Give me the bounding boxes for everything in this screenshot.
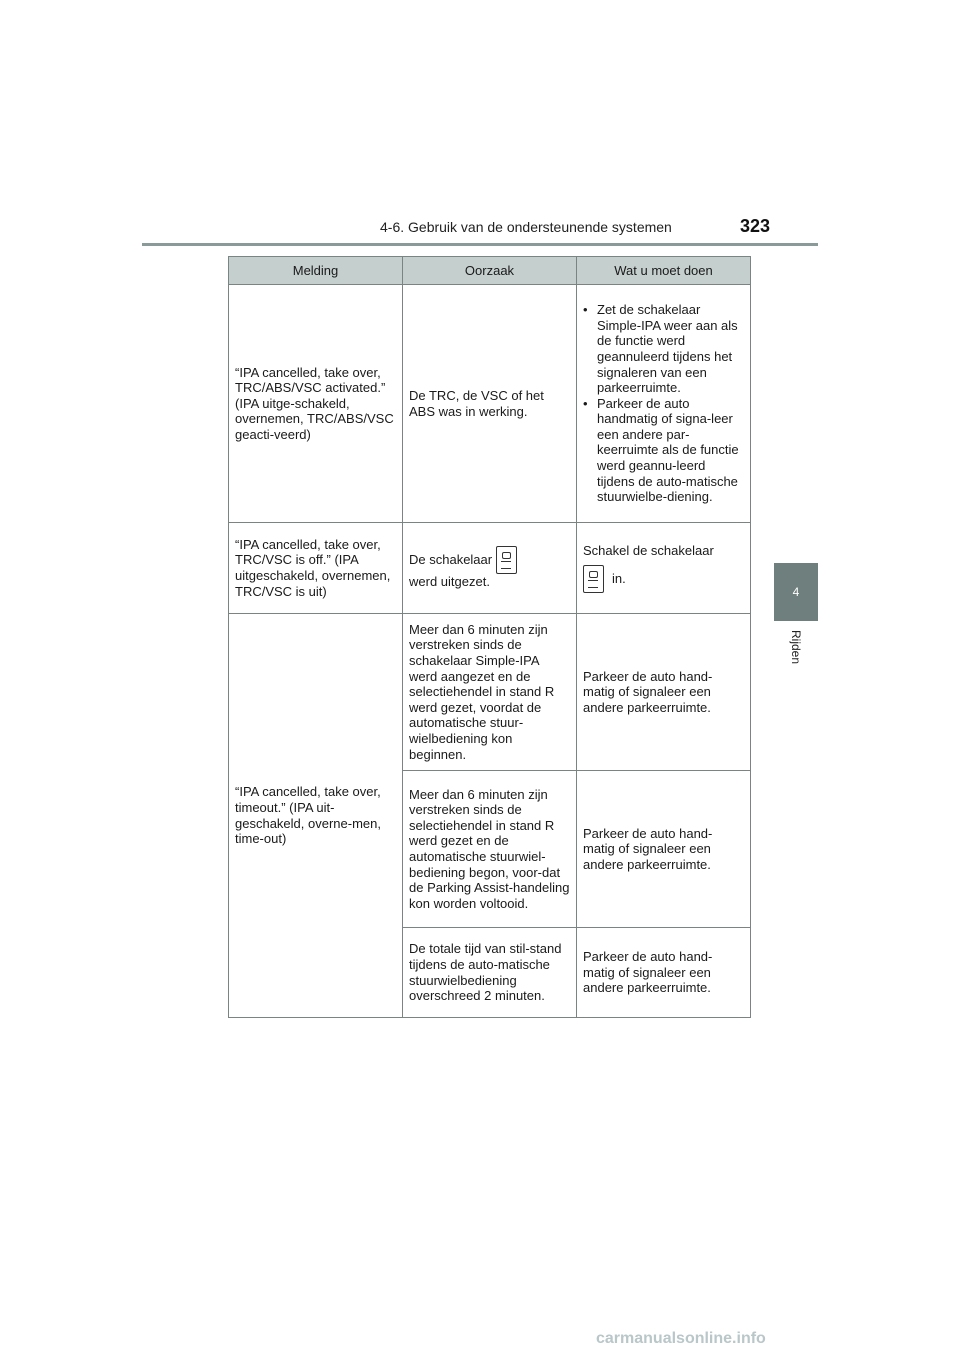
simple-ipa-switch-icon xyxy=(583,565,604,593)
oorzaak-cell: De TRC, de VSC of het ABS was in werking. xyxy=(403,285,577,523)
melding-cell: “IPA cancelled, take over, TRC/VSC is off.” (IPA uitgeschakeld, overnemen, TRC/VSC is uit) xyxy=(229,523,403,614)
column-header-actie: Wat u moet doen xyxy=(577,257,751,285)
list-item: • Parkeer de auto handmatig of signa-leer een andere par-keerruimte als de functie werd geannu-leerd tijdens de auto-matische stuurwielbe-diening. xyxy=(583,396,744,505)
oorzaak-text: De schakelaar xyxy=(409,552,493,568)
chapter-tab xyxy=(774,563,818,621)
oorzaak-cell xyxy=(403,523,577,614)
list-item: • Zet de schakelaar Simple-IPA weer aan als de functie werd geannuleerd tijdens het signaleren van een parkeerruimte. xyxy=(583,302,744,396)
action-line xyxy=(583,565,744,593)
watermark-logo: carmanualsonline.info xyxy=(596,1330,766,1347)
melding-cell: “IPA cancelled, take over, timeout.” (IPA uit-geschakeld, overne-men, time-out) xyxy=(229,614,403,1018)
oorzaak-text-2: werd uitgezet. xyxy=(409,574,490,590)
action-text: Schakel de schakelaar xyxy=(583,543,714,559)
column-header-melding: Melding xyxy=(229,257,403,285)
action-text-2: in. xyxy=(612,571,626,586)
chapter-label: Rijden xyxy=(789,630,803,665)
melding-cell: “IPA cancelled, take over, TRC/ABS/VSC activated.” (IPA uitge-schakeld, overnemen, TRC/ABS/VSC geacti-veerd) xyxy=(229,285,403,523)
simple-ipa-switch-icon xyxy=(496,546,517,574)
action-cell: Parkeer de auto hand-matig of signaleer een andere parkeerruimte. xyxy=(577,928,751,1018)
table-row xyxy=(229,285,751,523)
table-row xyxy=(229,614,751,771)
action-cell: Parkeer de auto hand-matig of signaleer een andere parkeerruimte. xyxy=(577,614,751,771)
column-header-oorzaak: Oorzaak xyxy=(403,257,577,285)
action-list xyxy=(583,302,744,505)
oorzaak-cell: Meer dan 6 minuten zijn verstreken sinds de selectiehendel in stand R werd gezet en de automatische stuurwiel-bediening begon, voor-dat de Parking Assist-handeling kon worden voltooid. xyxy=(403,771,577,928)
action-cell xyxy=(577,285,751,523)
table-header-row xyxy=(229,257,751,285)
oorzaak-cell: De totale tijd van stil-stand tijdens de auto-matische stuurwielbediening overschreed 2 minuten. xyxy=(403,928,577,1018)
oorzaak-line xyxy=(409,546,570,574)
chapter-number: 4 xyxy=(792,585,800,599)
table-row xyxy=(229,523,751,614)
page-number: 323 xyxy=(740,216,771,236)
header-divider xyxy=(142,243,818,246)
oorzaak-cell: Meer dan 6 minuten zijn verstreken sinds de schakelaar Simple-IPA werd aangezet en de selectiehendel in stand R werd gezet, voordat de automatische stuur-wielbediening kon beginnen. xyxy=(403,614,577,771)
message-table xyxy=(228,256,751,1018)
action-cell: Parkeer de auto hand-matig of signaleer een andere parkeerruimte. xyxy=(577,771,751,928)
page-header-title: 4-6. Gebruik van de ondersteunende systemen xyxy=(380,219,672,235)
action-cell xyxy=(577,523,751,614)
